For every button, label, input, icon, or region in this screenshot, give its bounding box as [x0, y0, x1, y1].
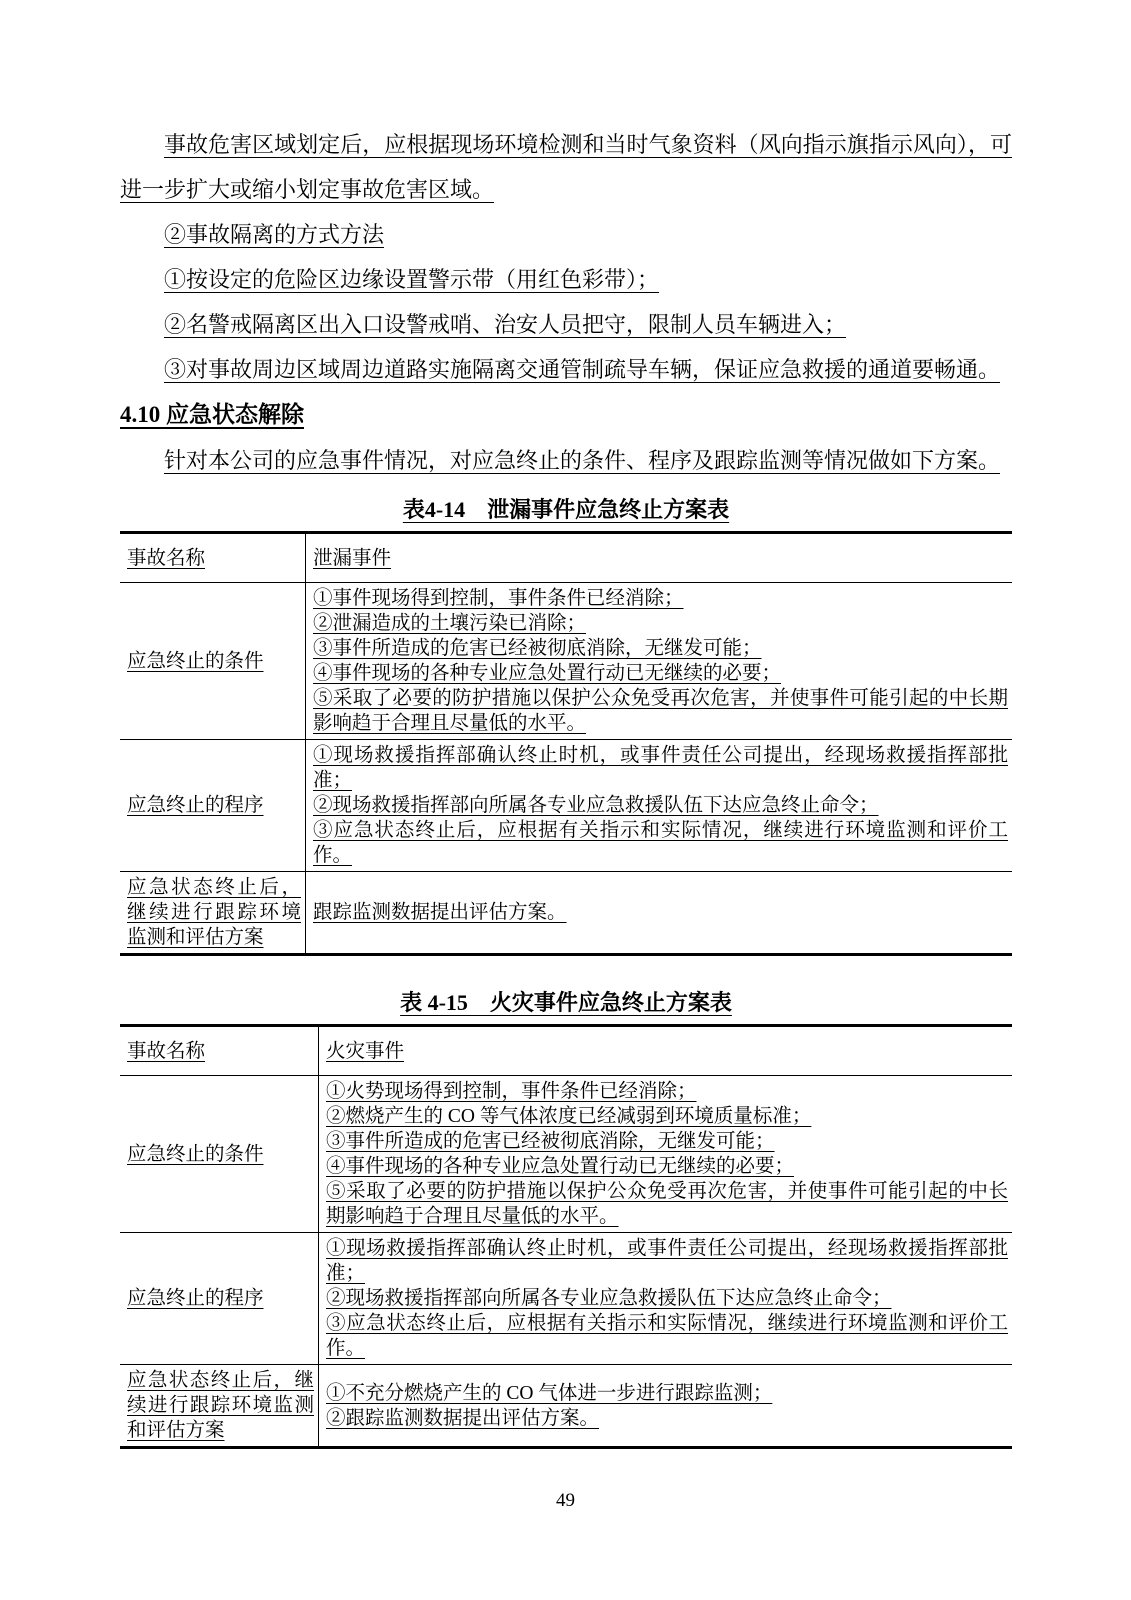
- body-paragraph: ③对事故周边区域周边道路实施隔离交通管制疏导车辆，保证应急救援的通道要畅通。: [164, 357, 1001, 382]
- row-label: 应急终止的条件: [127, 650, 264, 672]
- page-number: 49: [556, 1490, 575, 1511]
- header-value: 泄漏事件: [313, 547, 392, 569]
- content-line: ①事件现场得到控制，事件条件已经消除；: [313, 588, 684, 609]
- row-label: 应急终止的条件: [127, 1143, 264, 1165]
- table-4-15: [120, 1024, 1012, 1449]
- content-line: ④事件现场的各种专业应急处置行动已无继续的必要；: [326, 1156, 795, 1177]
- content-line: ②现场救援指挥部向所属各专业应急救援队伍下达应急终止命令；: [326, 1288, 892, 1309]
- header-value: 火灾事件: [326, 1040, 405, 1062]
- content-line: ②现场救援指挥部向所属各专业应急救援队伍下达应急终止命令；: [313, 795, 879, 816]
- content-line: ③应急状态终止后，应根据有关指示和实际情况，继续进行环境监测和评价工作。: [313, 820, 1008, 866]
- row-content-cell: [306, 533, 1013, 583]
- row-label: 应急状态终止后，继续进行跟踪环境监测和评估方案: [127, 1370, 314, 1441]
- content-line: ②燃烧产生的 CO 等气体浓度已经减弱到环境质量标准；: [326, 1106, 812, 1127]
- table-row: [120, 872, 1012, 955]
- table-4-14-title: [120, 491, 1012, 529]
- section-intro-paragraph: 针对本公司的应急事件情况，对应急终止的条件、程序及跟踪监测等情况做如下方案。: [164, 448, 1001, 473]
- table-row: [120, 740, 1012, 872]
- row-content-cell: [319, 1076, 1013, 1233]
- row-label-cell: [120, 1026, 319, 1076]
- content-line: ①火势现场得到控制，事件条件已经消除；: [326, 1081, 697, 1102]
- header-label: 事故名称: [127, 1040, 206, 1062]
- content-line: 跟踪监测数据提出评估方案。: [313, 902, 567, 923]
- table-row: [120, 1365, 1012, 1448]
- row-content-cell: [306, 740, 1013, 872]
- content-line: ③事件所造成的危害已经被彻底消除，无继发可能；: [326, 1131, 775, 1152]
- row-label-cell: [120, 583, 306, 740]
- table-row: [120, 533, 1012, 583]
- section-heading: 4.10 应急状态解除: [120, 402, 304, 427]
- content-line: ③应急状态终止后，应根据有关指示和实际情况，继续进行环境监测和评价工作。: [326, 1313, 1008, 1359]
- table-row: [120, 1026, 1012, 1076]
- table-row: [120, 583, 1012, 740]
- content-line: ⑤采取了必要的防护措施以保护公众免受再次危害，并使事件可能引起的中长期影响趋于合理且尽量低的水平。: [326, 1181, 1008, 1227]
- content-line: ③事件所造成的危害已经被彻底消除，无继发可能；: [313, 638, 762, 659]
- content-line: ①不充分燃烧产生的 CO 气体进一步进行跟踪监测；: [326, 1382, 773, 1404]
- row-label-cell: [120, 1233, 319, 1365]
- body-paragraph: ②名警戒隔离区出入口设警戒哨、治安人员把守，限制人员车辆进入；: [164, 312, 847, 337]
- table-row: [120, 1233, 1012, 1365]
- content-line: ①现场救援指挥部确认终止时机，或事件责任公司提出，经现场救援指挥部批准；: [313, 745, 1008, 791]
- row-label: 应急状态终止后，继续进行跟踪环境监测和评估方案: [127, 877, 301, 948]
- row-content-cell: [319, 1233, 1013, 1365]
- body-paragraph: 事故危害区域划定后，应根据现场环境检测和当时气象资料（风向指示旗指示风向），可进一步扩大或缩小划定事故危害区域。: [120, 132, 1012, 202]
- content-line: ②跟踪监测数据提出评估方案。: [326, 1407, 600, 1429]
- header-label: 事故名称: [127, 547, 206, 569]
- body-paragraph: ②事故隔离的方式方法: [164, 222, 385, 247]
- row-content-cell: [306, 872, 1013, 955]
- table-4-15-title-text: 表 4-15 火灾事件应急终止方案表: [400, 990, 732, 1015]
- content-line: ⑤采取了必要的防护措施以保护公众免受再次危害，并使事件可能引起的中长期影响趋于合理且尽量低的水平。: [313, 688, 1008, 734]
- row-label-cell: [120, 872, 306, 955]
- row-label-cell: [120, 533, 306, 583]
- row-label-cell: [120, 740, 306, 872]
- row-content-cell: [319, 1365, 1013, 1448]
- table-4-15-title: [120, 984, 1012, 1022]
- row-label-cell: [120, 1076, 319, 1233]
- row-content-cell: [319, 1026, 1013, 1076]
- table-4-14: [120, 531, 1012, 956]
- body-paragraph: ①按设定的危险区边缘设置警示带（用红色彩带）；: [164, 267, 660, 292]
- row-content-cell: [306, 583, 1013, 740]
- content-line: ④事件现场的各种专业应急处置行动已无继续的必要；: [313, 663, 782, 684]
- row-label: 应急终止的程序: [127, 795, 264, 816]
- table-4-14-title-text: 表4-14 泄漏事件应急终止方案表: [402, 497, 730, 522]
- content-line: ①现场救援指挥部确认终止时机，或事件责任公司提出，经现场救援指挥部批准；: [326, 1238, 1008, 1284]
- content-line: ②泄漏造成的土壤污染已消除；: [313, 613, 587, 634]
- table-row: [120, 1076, 1012, 1233]
- row-label: 应急终止的程序: [127, 1288, 264, 1309]
- row-label-cell: [120, 1365, 319, 1448]
